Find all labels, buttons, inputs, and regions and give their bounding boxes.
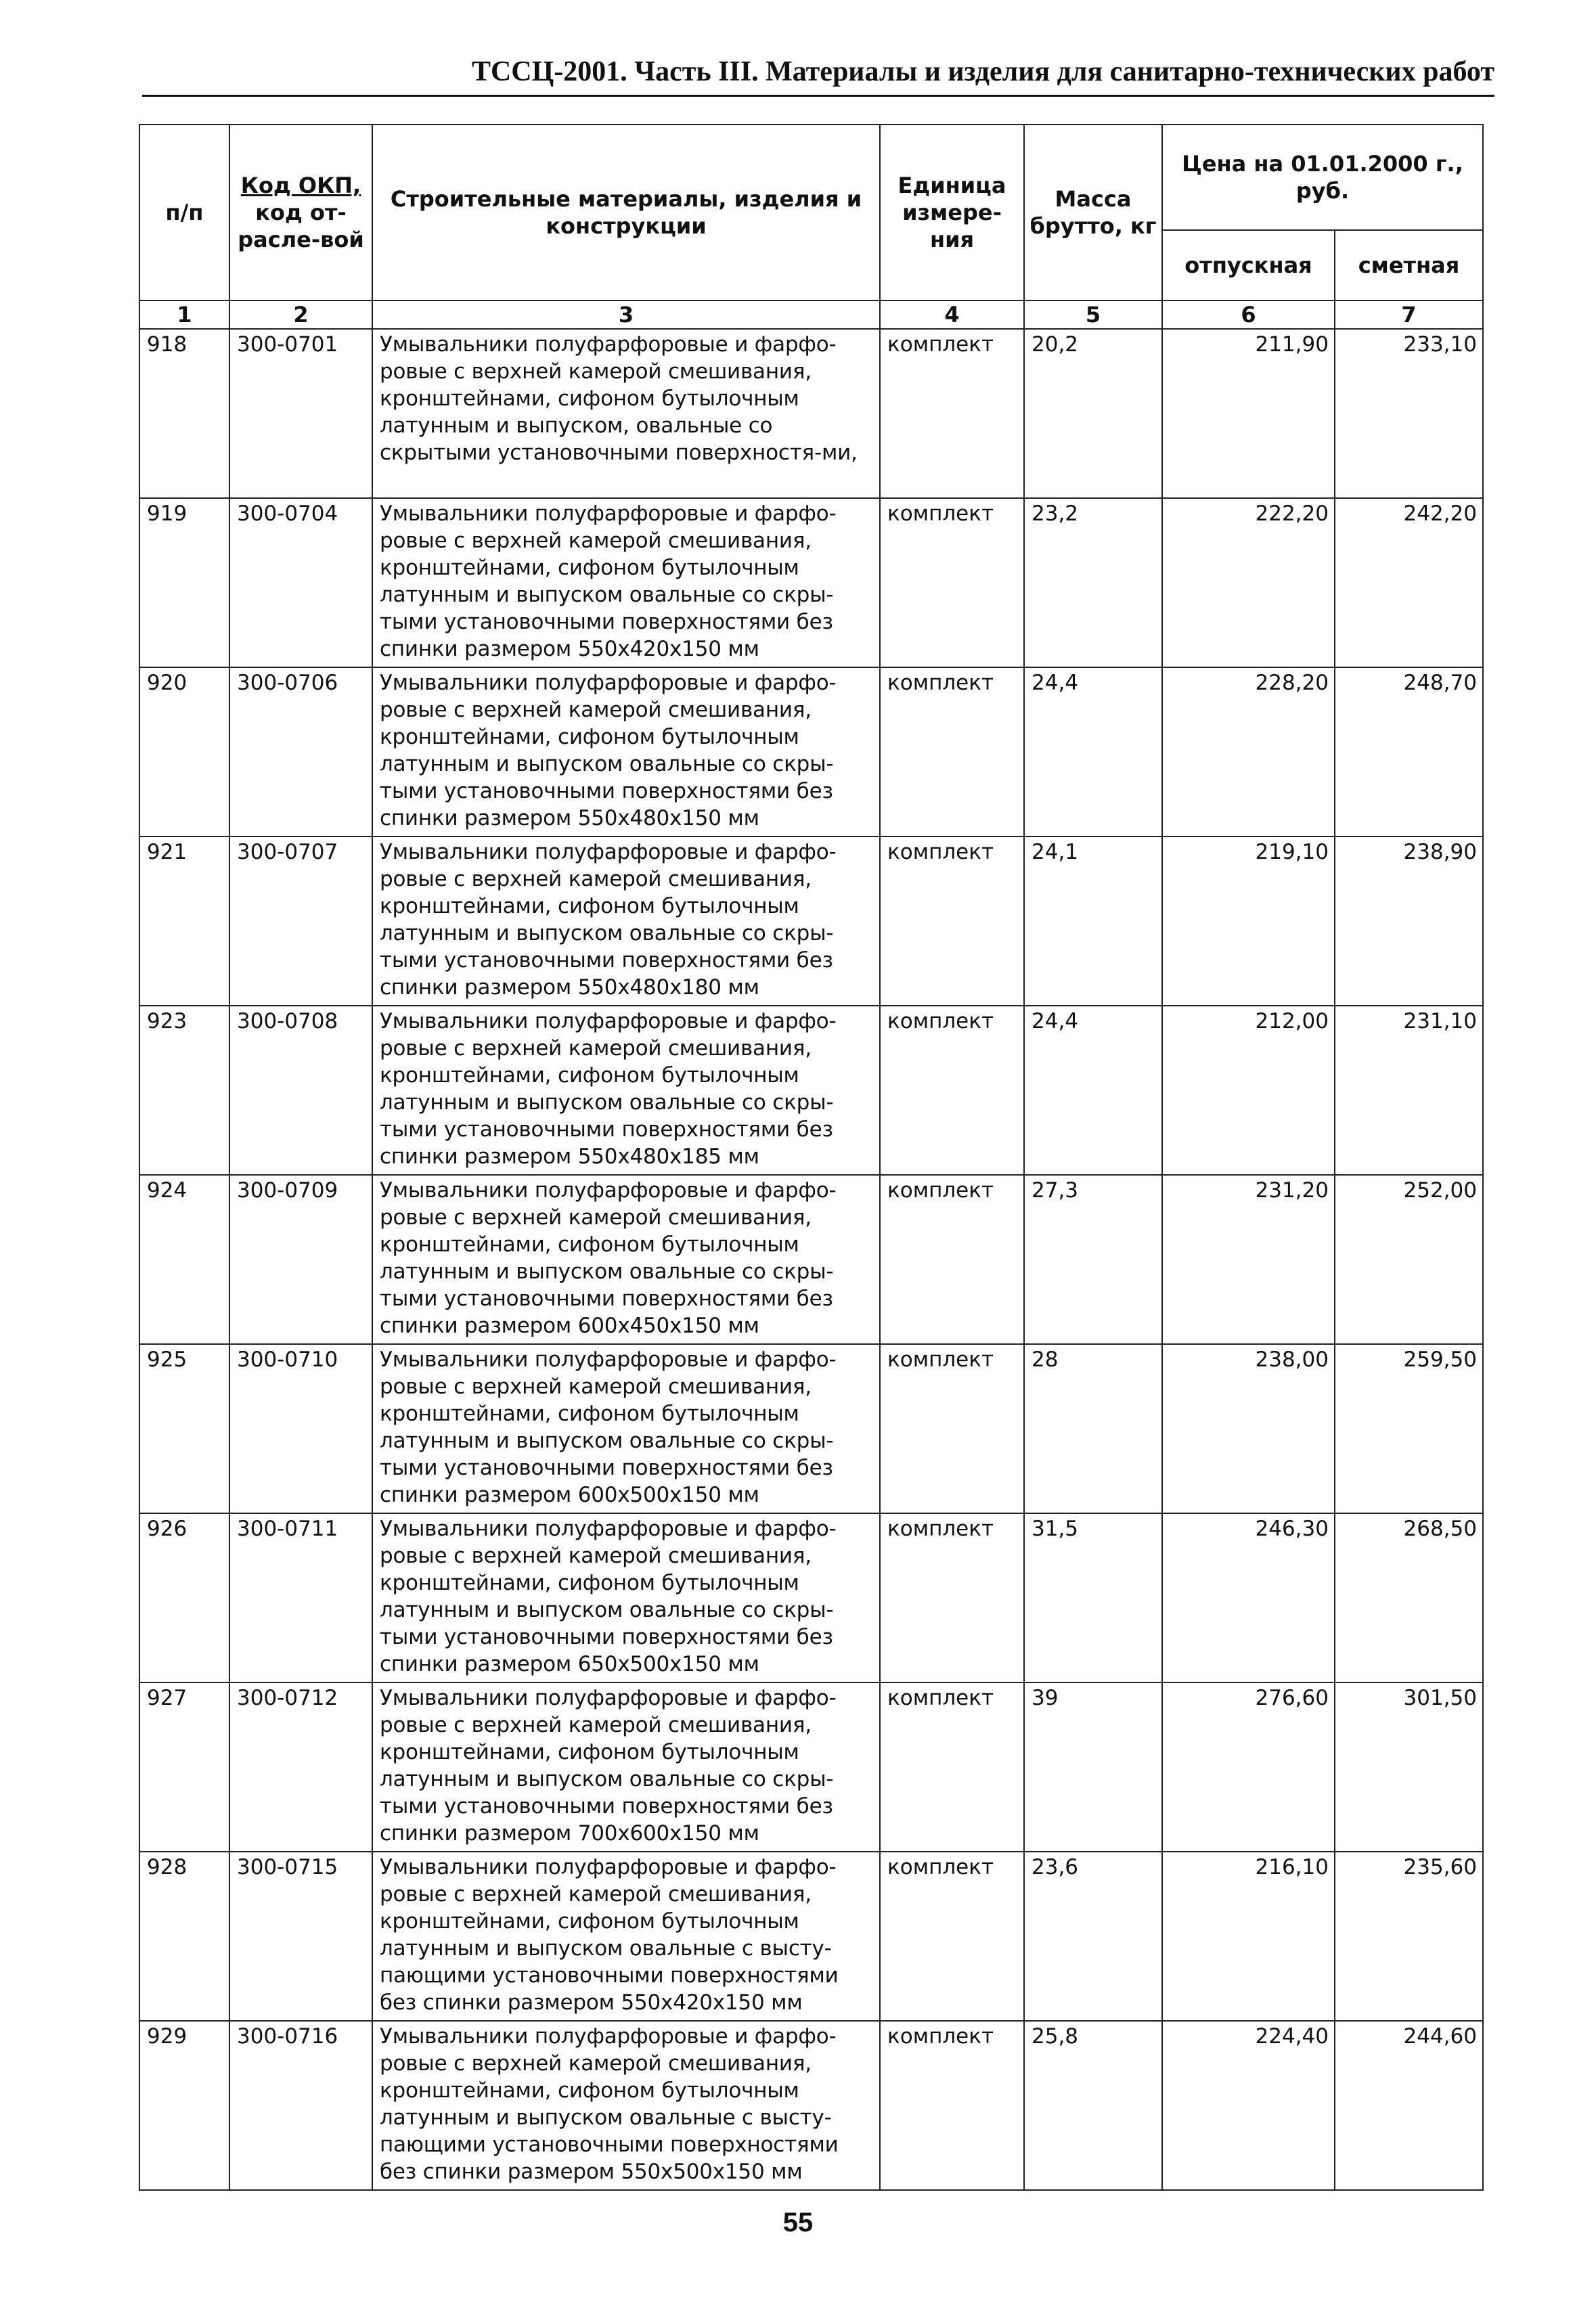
header-material-name: Строительные материалы, изделия и конструкции <box>372 125 880 300</box>
row-number: 923 <box>139 1006 229 1175</box>
row-number: 926 <box>139 1513 229 1682</box>
table-row <box>139 2021 1483 2190</box>
row-unit: комплект <box>880 329 1024 498</box>
row-unit: комплект <box>880 498 1024 667</box>
header-rule <box>142 95 1494 97</box>
row-number: 928 <box>139 1852 229 2021</box>
row-mass: 24,4 <box>1024 1006 1162 1175</box>
row-code: 300-0704 <box>229 498 372 667</box>
row-description: Умывальники полуфарфоровые и фарфо-ровые с верхней камерой смешивания, кронштейнами, сифоном бутылочным латунным и выпуском овальные со скры-тыми установочными поверхностями без спинки размером 550х420х150 мм <box>372 498 880 667</box>
column-number-row <box>139 300 1483 329</box>
header-price-group: Цена на 01.01.2000 г., руб. <box>1162 125 1483 230</box>
row-price-release: 276,60 <box>1162 1682 1335 1852</box>
row-unit: комплект <box>880 1682 1024 1852</box>
row-price-estimate: 231,10 <box>1335 1006 1483 1175</box>
row-number: 920 <box>139 667 229 836</box>
header-num: п/п <box>139 125 229 300</box>
row-price-release: 246,30 <box>1162 1513 1335 1682</box>
row-description: Умывальники полуфарфоровые и фарфо-ровые с верхней камерой смешивания, кронштейнами, сифоном бутылочным латунным и выпуском овальные с высту-пающими установочными поверхностями без спинки размером 550х500х150 мм <box>372 2021 880 2190</box>
page-number: 55 <box>782 2208 814 2237</box>
running-header: ТССЦ-2001. Часть III. Материалы и изделия для санитарно-технических работ <box>471 56 1494 87</box>
row-code: 300-0706 <box>229 667 372 836</box>
row-mass: 39 <box>1024 1682 1162 1852</box>
row-number: 925 <box>139 1344 229 1513</box>
row-price-estimate: 244,60 <box>1335 2021 1483 2190</box>
row-description: Умывальники полуфарфоровые и фарфо-ровые с верхней камерой смешивания, кронштейнами, сифоном бутылочным латунным и выпуском овальные со скры-тыми установочными поверхностями без спинки размером 550х480х150 мм <box>372 667 880 836</box>
row-price-release: 228,20 <box>1162 667 1335 836</box>
row-price-estimate: 259,50 <box>1335 1344 1483 1513</box>
header-price-estimate: сметная <box>1335 230 1483 300</box>
row-unit: комплект <box>880 1175 1024 1344</box>
row-unit: комплект <box>880 1344 1024 1513</box>
row-price-estimate: 235,60 <box>1335 1852 1483 2021</box>
row-price-release: 219,10 <box>1162 836 1335 1006</box>
row-price-release: 231,20 <box>1162 1175 1335 1344</box>
header-okp-code <box>229 125 372 300</box>
row-mass: 25,8 <box>1024 2021 1162 2190</box>
row-description: Умывальники полуфарфоровые и фарфо-ровые с верхней камерой смешивания, кронштейнами, сифоном бутылочным латунным и выпуском, овальные со скрытыми установочными поверхностя-ми, <box>372 329 880 498</box>
row-number: 927 <box>139 1682 229 1852</box>
header-okp-line1: Код ОКП, <box>240 173 361 198</box>
row-code: 300-0715 <box>229 1852 372 2021</box>
row-mass: 24,1 <box>1024 836 1162 1006</box>
column-number: 2 <box>229 300 372 329</box>
row-description: Умывальники полуфарфоровые и фарфо-ровые с верхней камерой смешивания, кронштейнами, сифоном бутылочным латунным и выпуском овальные со скры-тыми установочными поверхностями без спинки размером 600х450х150 мм <box>372 1175 880 1344</box>
row-number: 919 <box>139 498 229 667</box>
row-price-estimate: 242,20 <box>1335 498 1483 667</box>
header-okp-line2: код от-расле-вой <box>238 200 364 252</box>
row-code: 300-0710 <box>229 1344 372 1513</box>
table-row <box>139 498 1483 667</box>
column-number: 5 <box>1024 300 1162 329</box>
table-row <box>139 1852 1483 2021</box>
table-row <box>139 1682 1483 1852</box>
row-code: 300-0716 <box>229 2021 372 2190</box>
row-description: Умывальники полуфарфоровые и фарфо-ровые с верхней камерой смешивания, кронштейнами, сифоном бутылочным латунным и выпуском овальные со скры-тыми установочными поверхностями без спинки размером 700х600х150 мм <box>372 1682 880 1852</box>
row-price-estimate: 301,50 <box>1335 1682 1483 1852</box>
row-unit: комплект <box>880 1006 1024 1175</box>
row-code: 300-0707 <box>229 836 372 1006</box>
row-price-release: 238,00 <box>1162 1344 1335 1513</box>
row-price-release: 222,20 <box>1162 498 1335 667</box>
row-number: 918 <box>139 329 229 498</box>
row-description: Умывальники полуфарфоровые и фарфо-ровые с верхней камерой смешивания, кронштейнами, сифоном бутылочным латунным и выпуском овальные с высту-пающими установочными поверхностями без спинки размером 550х420х150 мм <box>372 1852 880 2021</box>
header-price-release: отпускная <box>1162 230 1335 300</box>
header-mass: Масса брутто, кг <box>1024 125 1162 300</box>
row-number: 929 <box>139 2021 229 2190</box>
row-unit: комплект <box>880 836 1024 1006</box>
table-row <box>139 1175 1483 1344</box>
row-description: Умывальники полуфарфоровые и фарфо-ровые с верхней камерой смешивания, кронштейнами, сифоном бутылочным латунным и выпуском овальные со скры-тыми установочными поверхностями без спинки размером 600х500х150 мм <box>372 1344 880 1513</box>
row-unit: комплект <box>880 1513 1024 1682</box>
row-mass: 27,3 <box>1024 1175 1162 1344</box>
table-row <box>139 1344 1483 1513</box>
row-code: 300-0708 <box>229 1006 372 1175</box>
column-number: 7 <box>1335 300 1483 329</box>
table-row <box>139 836 1483 1006</box>
row-mass: 28 <box>1024 1344 1162 1513</box>
row-mass: 23,6 <box>1024 1852 1162 2021</box>
row-price-release: 224,40 <box>1162 2021 1335 2190</box>
table-row <box>139 1513 1483 1682</box>
row-mass: 20,2 <box>1024 329 1162 498</box>
row-number: 921 <box>139 836 229 1006</box>
column-number: 6 <box>1162 300 1335 329</box>
row-unit: комплект <box>880 667 1024 836</box>
row-price-estimate: 238,90 <box>1335 836 1483 1006</box>
table-row <box>139 667 1483 836</box>
table-row <box>139 1006 1483 1175</box>
row-price-release: 216,10 <box>1162 1852 1335 2021</box>
row-price-estimate: 248,70 <box>1335 667 1483 836</box>
row-mass: 23,2 <box>1024 498 1162 667</box>
row-price-estimate: 252,00 <box>1335 1175 1483 1344</box>
table-row <box>139 329 1483 498</box>
row-price-release: 211,90 <box>1162 329 1335 498</box>
row-mass: 24,4 <box>1024 667 1162 836</box>
row-price-release: 212,00 <box>1162 1006 1335 1175</box>
column-number: 3 <box>372 300 880 329</box>
column-number: 4 <box>880 300 1024 329</box>
row-price-estimate: 268,50 <box>1335 1513 1483 1682</box>
row-price-estimate: 233,10 <box>1335 329 1483 498</box>
row-description: Умывальники полуфарфоровые и фарфо-ровые с верхней камерой смешивания, кронштейнами, сифоном бутылочным латунным и выпуском овальные со скры-тыми установочными поверхностями без спинки размером 550х480х185 мм <box>372 1006 880 1175</box>
row-code: 300-0711 <box>229 1513 372 1682</box>
row-mass: 31,5 <box>1024 1513 1162 1682</box>
row-description: Умывальники полуфарфоровые и фарфо-ровые с верхней камерой смешивания, кронштейнами, сифоном бутылочным латунным и выпуском овальные со скры-тыми установочными поверхностями без спинки размером 550х480х180 мм <box>372 836 880 1006</box>
header-unit: Единица измере-ния <box>880 125 1024 300</box>
row-code: 300-0701 <box>229 329 372 498</box>
row-description: Умывальники полуфарфоровые и фарфо-ровые с верхней камерой смешивания, кронштейнами, сифоном бутылочным латунным и выпуском овальные со скры-тыми установочными поверхностями без спинки размером 650х500х150 мм <box>372 1513 880 1682</box>
price-table <box>139 124 1484 2191</box>
row-unit: комплект <box>880 2021 1024 2190</box>
row-number: 924 <box>139 1175 229 1344</box>
row-code: 300-0709 <box>229 1175 372 1344</box>
column-number: 1 <box>139 300 229 329</box>
row-unit: комплект <box>880 1852 1024 2021</box>
row-code: 300-0712 <box>229 1682 372 1852</box>
